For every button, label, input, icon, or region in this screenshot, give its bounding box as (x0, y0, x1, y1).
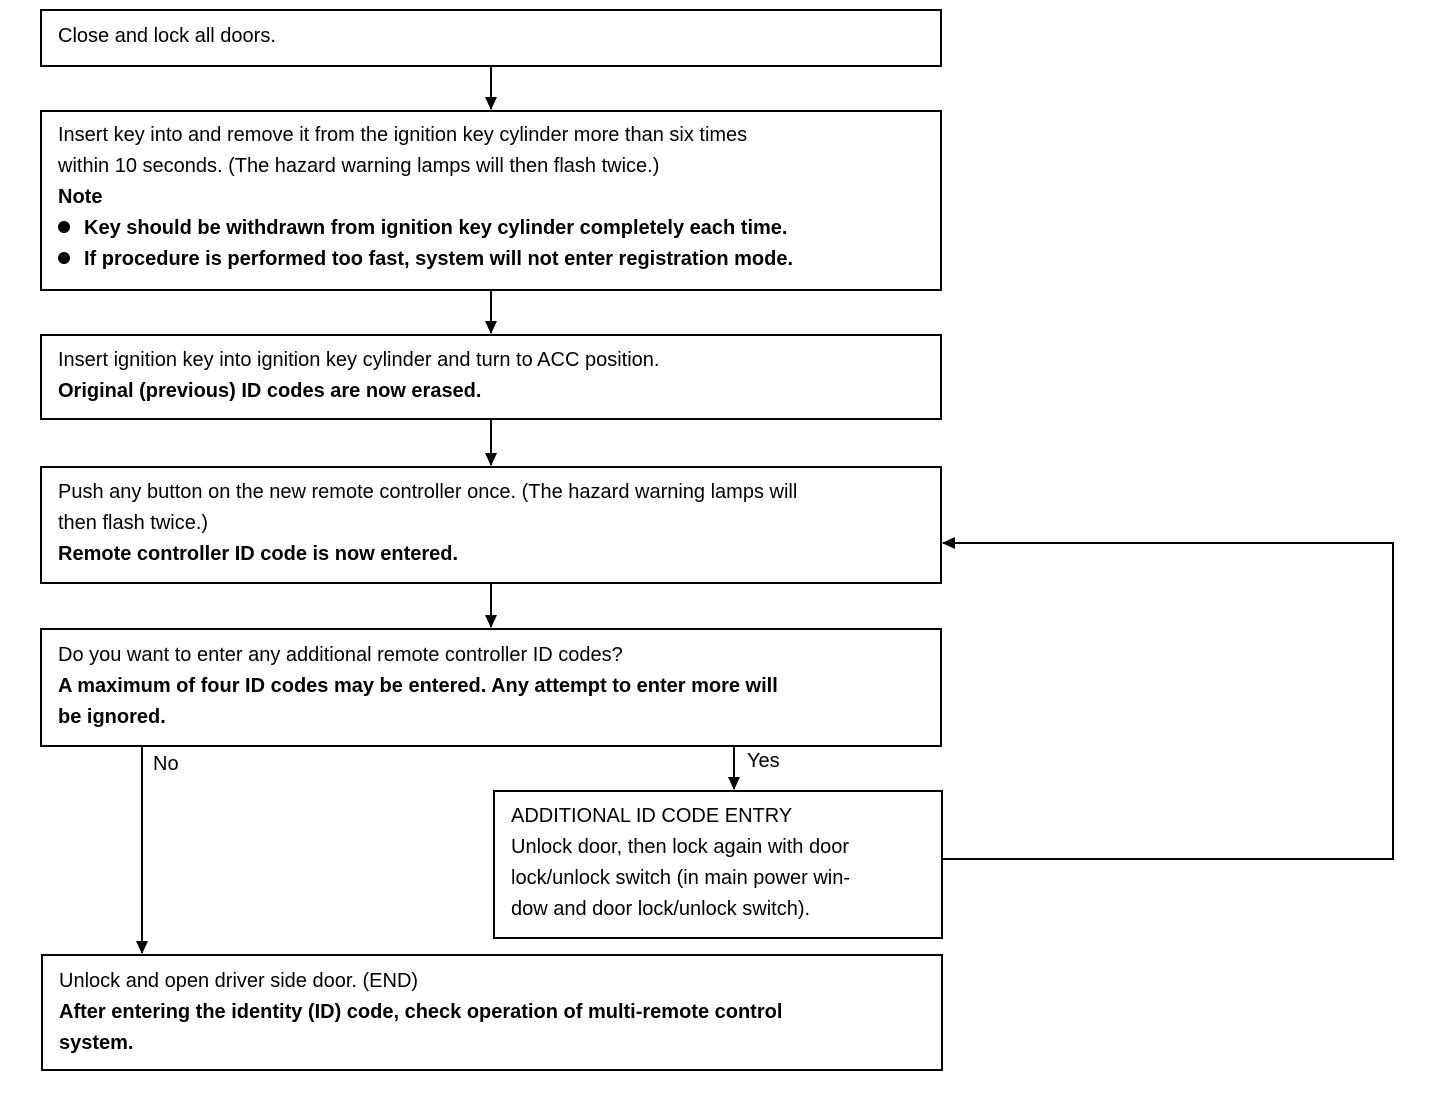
step-insert-remove-key (40, 110, 942, 291)
additional-entry-line-3: dow and door lock/unlock switch). (511, 898, 811, 920)
step-push-button (40, 466, 942, 584)
turn-acc-line-1: Insert ignition key into ignition key cylinder and turn to ACC position. (58, 349, 660, 371)
turn-acc-line-2: Original (previous) ID codes are now erased. (58, 380, 482, 402)
note-item-1-text: Key should be withdrawn from ignition key cylinder completely each time. (84, 217, 788, 239)
insert-remove-line-1: Insert key into and remove it from the ignition key cylinder more than six times (58, 124, 748, 146)
insert-remove-line-2: within 10 seconds. (The hazard warning lamps will then flash twice.) (58, 155, 660, 177)
push-button-line-1: Push any button on the new remote controller once. (The hazard warning lamps will (58, 481, 798, 503)
step-close-doors (40, 9, 942, 67)
step-close-doors-text: Close and lock all doors. (58, 25, 276, 47)
end-line-3: system. (59, 1032, 134, 1054)
note-item-2-text: If procedure is performed too fast, system will not enter registration mode. (84, 248, 794, 270)
branch-no-label: No (153, 753, 179, 775)
bullet-icon (58, 252, 70, 264)
note-item-1 (58, 213, 924, 244)
step-end (41, 954, 943, 1071)
additional-entry-line-1: Unlock door, then lock again with door (511, 836, 849, 858)
branch-yes-label: Yes (747, 750, 780, 772)
end-line-1: Unlock and open driver side door. (END) (59, 970, 419, 992)
question-line-2: A maximum of four ID codes may be entered. Any attempt to enter more will (58, 675, 778, 697)
question-line-3: be ignored. (58, 706, 166, 728)
step-additional-question (40, 628, 942, 747)
step-additional-entry (493, 790, 943, 939)
end-line-2: After entering the identity (ID) code, check operation of multi-remote control (59, 1001, 783, 1023)
note-item-2 (58, 244, 924, 275)
additional-entry-line-2: lock/unlock switch (in main power win- (511, 867, 851, 889)
arrow-loop-back (943, 543, 1393, 859)
additional-entry-title: ADDITIONAL ID CODE ENTRY (511, 805, 793, 827)
note-label: Note (58, 186, 103, 208)
push-button-line-3: Remote controller ID code is now entered. (58, 543, 459, 565)
push-button-line-2: then flash twice.) (58, 512, 209, 534)
bullet-icon (58, 221, 70, 233)
question-line-1: Do you want to enter any additional remote controller ID codes? (58, 644, 623, 666)
step-turn-acc (40, 334, 942, 420)
